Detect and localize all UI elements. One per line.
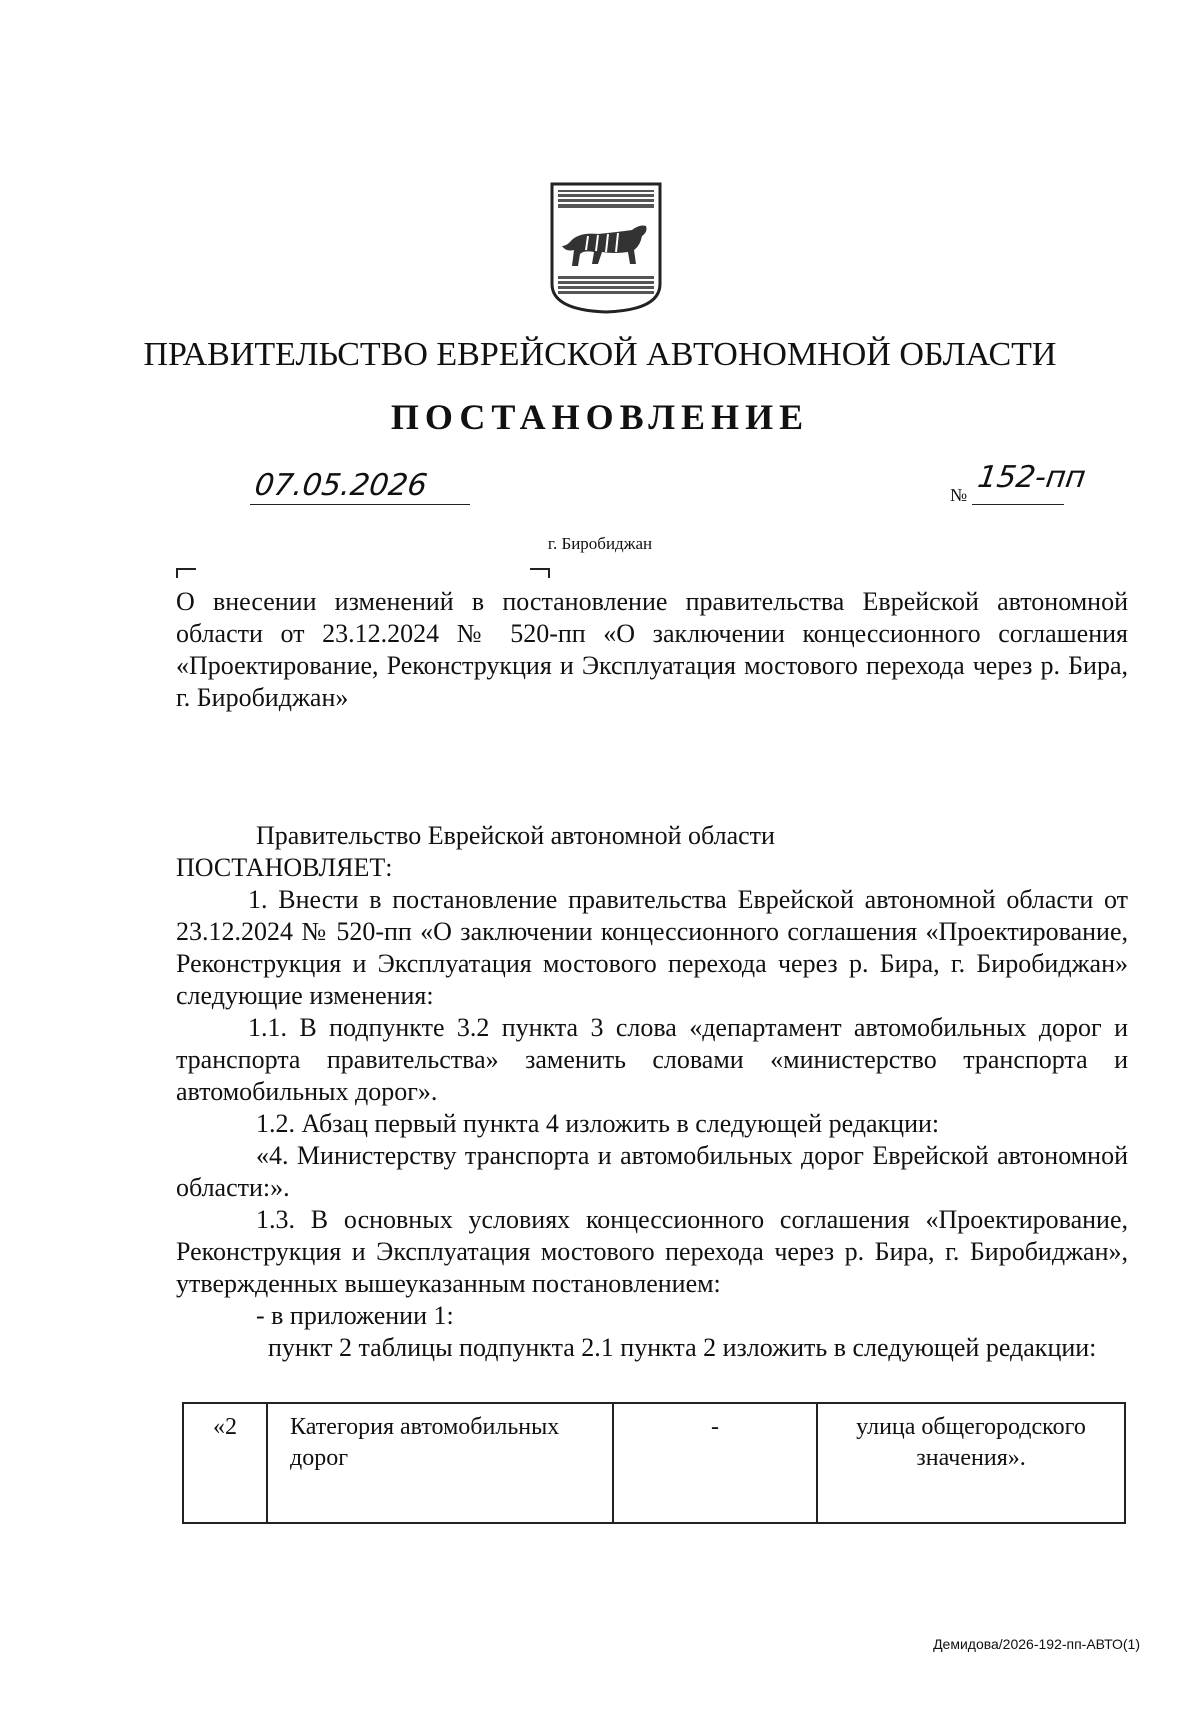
- paragraph-1: 1. Внести в постановление правительства Еврейской автономной области от 23.12.2024 № 520-пп «О заключении концессионного соглашения «Проектирование, Реконструкция и Эксплуатация мостового перехода через р. Бира, г. Биробиджан» следующие изменения:: [176, 885, 1128, 1010]
- table-cell: -: [614, 1404, 818, 1522]
- preamble: Правительство Еврейской автономной области: [256, 821, 775, 850]
- title-bracket-right: [530, 568, 550, 578]
- document-subject: О внесении изменений в постановление правительства Еврейской автономной области от 23.12.2024 № 520-пп «О заключении концессионного соглашения «Проектирование, Реконструкция и Эксплуатация мостового перехода через р. Бира, г. Биробиджан»: [176, 587, 1128, 712]
- city: г. Биробиджан: [547, 534, 653, 553]
- amendment-table: [182, 1402, 1126, 1524]
- paragraph-1-2-quote: «4. Министерству транспорта и автомобильных дорог Еврейской автономной области:».: [176, 1141, 1128, 1202]
- handwritten-date: 07.05.2026: [252, 468, 430, 503]
- table-cell: «2: [184, 1404, 268, 1522]
- paragraph-1-1: 1.1. В подпункте 3.2 пункта 3 слова «департамент автомобильных дорог и транспорта правительства» заменить словами «министерство транспорта и автомобильных дорог».: [176, 1013, 1128, 1106]
- title-bracket-left: [176, 568, 196, 578]
- date-underline: [250, 504, 470, 505]
- document-type: ПОСТАНОВЛЕНИЕ: [390, 397, 810, 437]
- table-cell: улица общегородского значения».: [856, 1414, 1086, 1471]
- appendix-line: - в приложении 1:: [256, 1301, 454, 1330]
- number-label: №: [950, 485, 968, 505]
- document-code: Демидова/2026-192-пп-АВТО(1): [933, 1636, 1140, 1652]
- handwritten-number: 152-пп: [975, 460, 1088, 495]
- paragraph-1-3: 1.3. В основных условиях концессионного соглашения «Проектирование, Реконструкция и Эксплуатация мостового перехода через р. Бира, г. Биробиджан», утвержденных вышеуказанным постановлением:: [176, 1205, 1128, 1298]
- resolves: ПОСТАНОВЛЯЕТ:: [176, 853, 393, 882]
- organization-title: ПРАВИТЕЛЬСТВО ЕВРЕЙСКОЙ АВТОНОМНОЙ ОБЛАСТИ: [143, 336, 1057, 373]
- table-intro: пункт 2 таблицы подпункта 2.1 пункта 2 изложить в следующей редакции:: [268, 1333, 1097, 1362]
- coat-of-arms-icon: [548, 180, 664, 316]
- number-underline: [972, 504, 1064, 505]
- paragraph-1-2: 1.2. Абзац первый пункта 4 изложить в следующей редакции:: [256, 1109, 940, 1138]
- table-cell: Категория автомобильных дорог: [268, 1404, 614, 1522]
- document-body: [176, 788, 1128, 1364]
